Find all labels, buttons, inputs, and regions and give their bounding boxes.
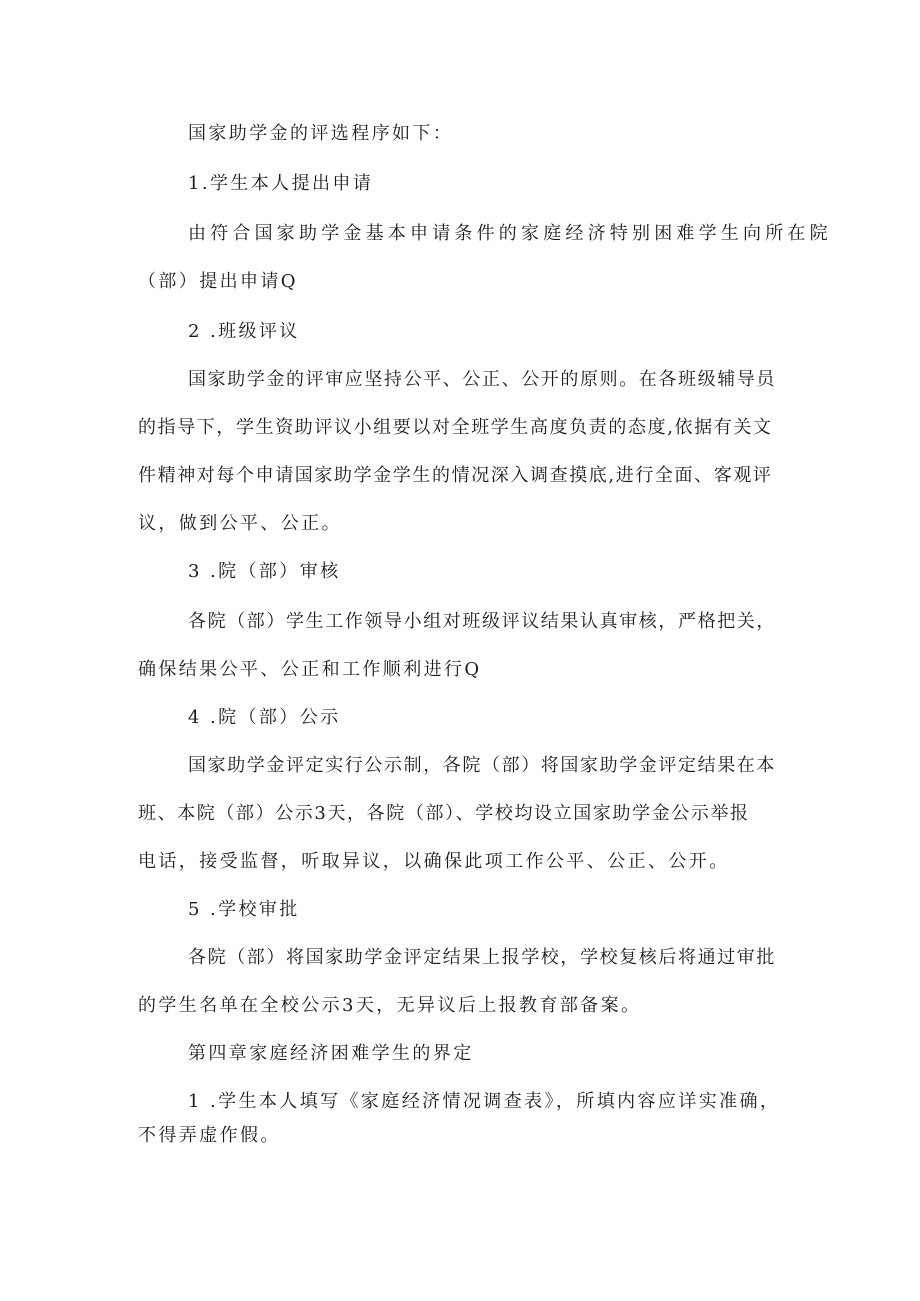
step1-body-line: 由符合国家助学金基本申请条件的家庭经济特别困难学生向所在院 (188, 223, 832, 244)
step1-heading: 1.学生本人提出申请 (188, 173, 374, 194)
step5-body-line: 的学生名单在全校公示3天，无异议后上报教育部备案。 (138, 995, 642, 1016)
step2-body-line: 件精神对每个申请国家助学金学生的情况深入调查摸底,进行全面、客观评 (138, 465, 773, 486)
step4-body-line: 班、本院（部）公示3天，各院（部）、学校均设立国家助学金公示举报 (138, 803, 750, 824)
step2-body-line: 的指导下，学生资助评议小组要以对全班学生高度负责的态度,依据有关文 (138, 417, 773, 438)
step4-body-line: 电话，接受监督，听取异议，以确保此项工作公平、公正、公开。 (138, 851, 730, 872)
step3-body-line: 确保结果公平、公正和工作顺利进行Q (138, 659, 482, 680)
step3-heading: 3 .院（部）审核 (188, 561, 341, 582)
step3-body-line: 各院（部）学生工作领导小组对班级评议结果认真审核，严格把关， (188, 611, 776, 632)
ch4-item1-line: 不得弄虚作假。 (138, 1125, 281, 1146)
step4-heading: 4 .院（部）公示 (188, 707, 341, 728)
intro-text: 国家助学金的评选程序如下： (188, 123, 454, 144)
chapter4-heading: 第四章家庭经济困难学生的界定 (188, 1043, 474, 1064)
step4-body-line: 国家助学金评定实行公示制，各院（部）将国家助学金评定结果在本 (188, 755, 776, 776)
step2-body-line: 国家助学金的评审应坚持公平、公正、公开的原则。在各班级辅导员 (188, 369, 776, 390)
step2-body-line: 议，做到公平、公正。 (138, 513, 342, 534)
step1-body-line: （部）提出申请Q (138, 271, 298, 292)
step2-heading: 2 .班级评议 (188, 321, 300, 342)
ch4-item1-line: 1 .学生本人填写《家庭经济情况调查表》，所填内容应详实准确， (188, 1091, 781, 1112)
step5-heading: 5 .学校审批 (188, 899, 300, 920)
step5-body-line: 各院（部）将国家助学金评定结果上报学校，学校复核后将通过审批 (188, 947, 776, 968)
